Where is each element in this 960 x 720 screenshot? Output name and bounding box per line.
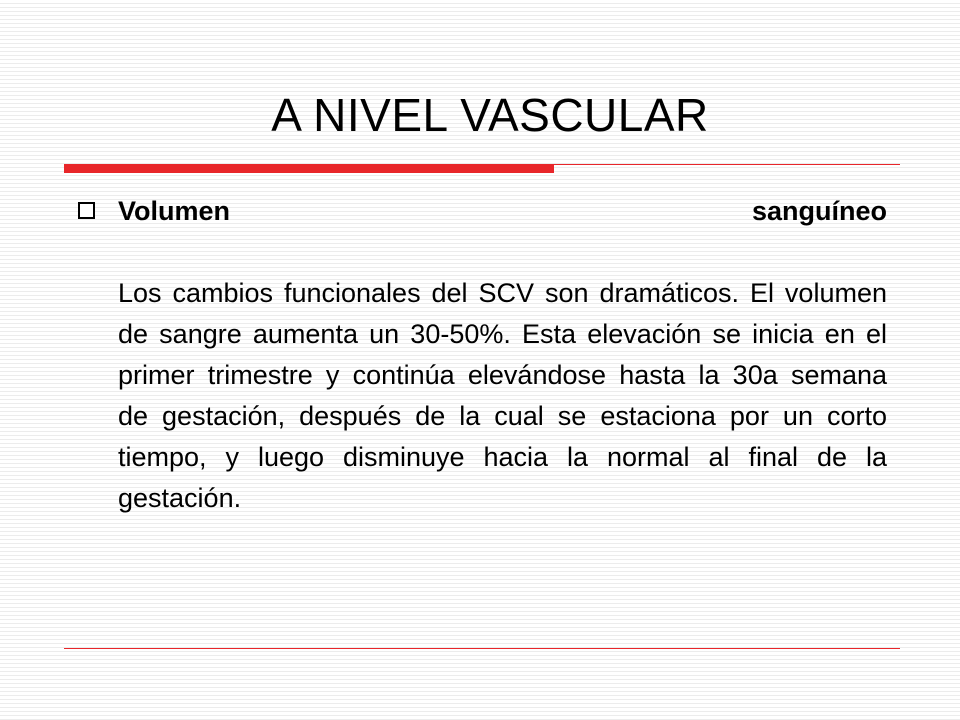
bullet-content <box>118 191 887 519</box>
slide-title: A NIVEL VASCULAR <box>271 89 709 141</box>
title-rule <box>554 164 900 165</box>
line-spacer <box>118 232 887 273</box>
body-paragraph: Los cambios funcionales del SCV son dramáticos. El volumen de sangre aumenta un 30-50%. Esta elevación se inicia en el primer trimestre y continúa elevándose hasta la 30a semana de gestación, después de la cual se estaciona por un corto tiempo, y luego disminuye hacia la normal al final de la gestación. <box>118 278 887 513</box>
bullet-heading <box>118 191 887 232</box>
title-accent-bar <box>64 164 554 173</box>
hollow-square-bullet-icon <box>78 202 95 219</box>
heading-word-sanguineo: sanguíneo <box>751 196 887 226</box>
footer-rule <box>64 648 900 649</box>
heading-word-volumen: Volumen <box>118 196 231 226</box>
